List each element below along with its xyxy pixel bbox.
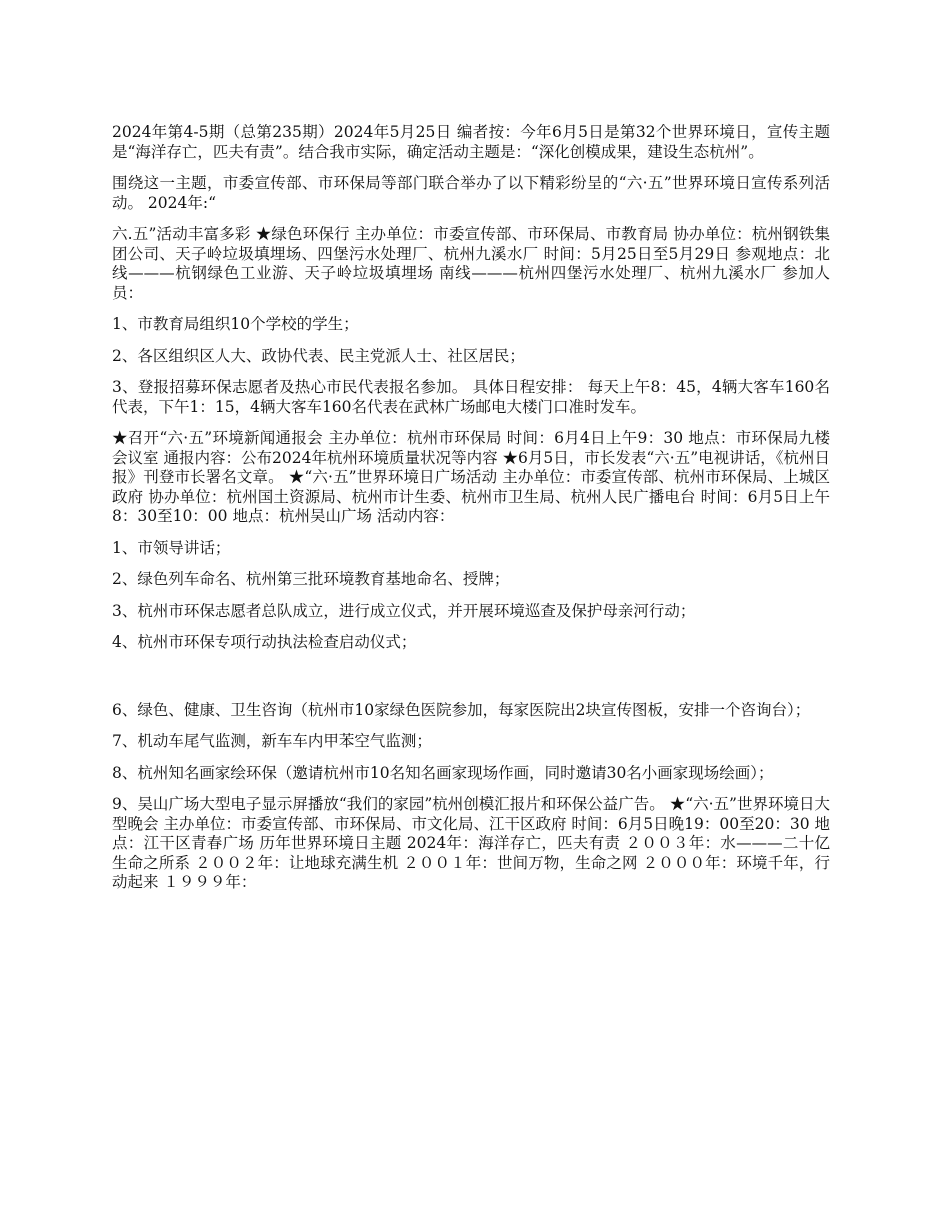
document-page xyxy=(112,123,830,905)
paragraph-theme: 围绕这一主题，市委宣传部、市环保局等部门联合举办了以下精彩纷呈的“六·五”世界环境日宣传系列活动。 2024年:“ xyxy=(112,174,830,212)
list-item: 1、市教育局组织10个学校的学生； xyxy=(112,315,359,333)
list-item: 2、绿色列车命名、杭州第三批环境教育基地命名、授牌； xyxy=(112,570,510,588)
list-item: 7、机动车尾气监测，新车车内甲苯空气监测； xyxy=(112,732,432,750)
paragraph-evening-gala: 9、吴山广场大型电子显示屏播放“我们的家园”杭州创模汇报片和环保公益广告。 ★“六·五”世界环境日大型晚会 主办单位：市委宣传部、市环保局、市文化局、江干区政府 时间：6月5日晚19：00至20：30 地点：江干区青春广场 历年世界环境日主题 2024年：海洋存亡，匹夫有责 ２００３年：水———二十亿生命之所系 ２００２年：让地球充满生机 ２００１年：世间万物，生命之网 ２０００年：环境千年，行动起来 １９９９年： xyxy=(112,795,830,891)
paragraph-intro: 2024年第4-5期（总第235期）2024年5月25日 编者按：今年6月5日是第32个世界环境日，宣传主题是“海洋存亡，匹夫有责”。结合我市实际，确定活动主题是：“深化创模成果，建设生态杭州”。 xyxy=(112,123,830,161)
list-item: 2、各区组织区人大、政协代表、民主党派人士、社区居民； xyxy=(112,346,525,365)
list-item: 1、市领导讲话； xyxy=(112,538,231,557)
list-item: 6、绿色、健康、卫生咨询（杭州市10家绿色医院参加，每家医院出2块宣传图板，安排一个咨询台）； xyxy=(112,700,811,719)
list-item: 8、杭州知名画家绘环保（邀请杭州市10名知名画家现场作画，同时邀请30名小画家现场绘画）； xyxy=(112,763,774,782)
list-item: 4、杭州市环保专项行动执法检查启动仪式； xyxy=(112,633,417,651)
paragraph-press-conference: ★召开“六·五”环境新闻通报会 主办单位：杭州市环保局 时间：6月4日上午9：30 地点：市环保局九楼会议室 通报内容：公布2024年杭州环境质量状况等内容 ★6月5日，市长发表“六·五”电视讲话，《杭州日报》刊登市长署名文章。 ★“六·五”世界环境日广场活动 主办单位：市委宣传部、杭州市环保局、上城区政府 协办单位：杭州国土资源局、杭州市计生委、杭州市卫生局、杭州人民广播电台 时间：6月5日上午8：30至10：00 地点：杭州吴山广场 活动内容： xyxy=(112,429,830,525)
paragraph-green-tour: 六.五”活动丰富多彩 ★绿色环保行 主办单位：市委宣传部、市环保局、市教育局 协办单位：杭州钢铁集团公司、天子岭垃圾填埋场、四堡污水处理厂、杭州九溪水厂 时间：5月25日至5月29日 参观地点：北线———杭钢绿色工业游、天子岭垃圾填埋场 南线———杭州四堡污水处理厂、杭州九溪水厂 参加人员： xyxy=(112,225,830,302)
list-item: 3、登报招募环保志愿者及热心市民代表报名参加。 具体日程安排： 每天上午8：45，4辆大客车160名代表，下午1：15，4辆大客车160名代表在武林广场邮电大楼门口准时发车。 xyxy=(112,378,830,416)
list-item: 3、杭州市环保志愿者总队成立，进行成立仪式，并开展环境巡查及保护母亲河行动； xyxy=(112,601,696,620)
